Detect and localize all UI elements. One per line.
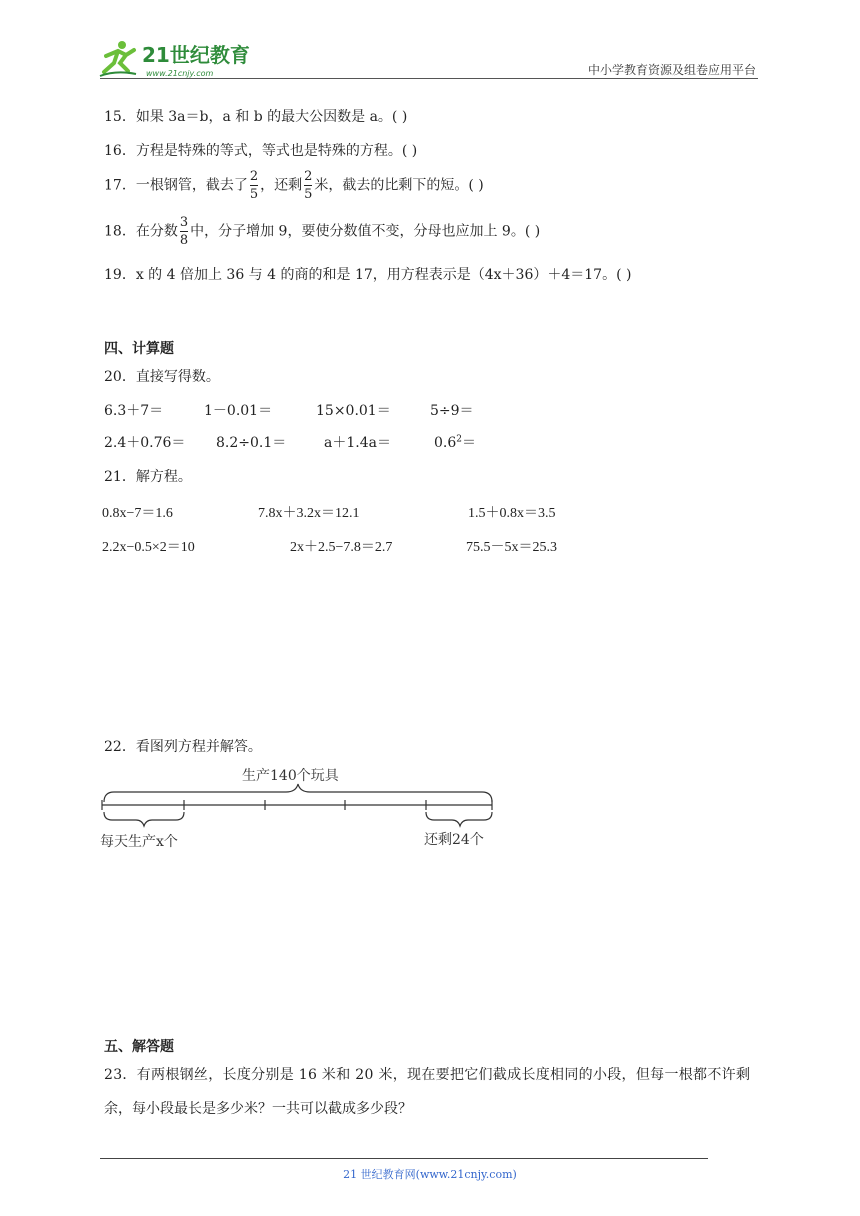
equation: 1.5＋0.8x＝3.5 (468, 506, 556, 521)
calc-item: 6.3＋7＝ (104, 403, 164, 419)
question-19: 19．x 的 4 倍加上 36 与 4 的商的和是 17，用方程表示是（4x＋36）＋4＝17。( ) (104, 267, 632, 283)
footer-divider (100, 1158, 708, 1159)
question-20: 20．直接写得数。 (104, 369, 220, 385)
question-21: 21．解方程。 (104, 469, 192, 485)
calc-item: 2.4＋0.76＝ (104, 435, 186, 451)
footer-text[interactable]: 21 世纪教育网(www.21cnjy.com) (343, 1168, 517, 1181)
q17-text-c: 米，截去的比剩下的短。( ) (314, 177, 484, 194)
runner-icon (100, 41, 136, 76)
question-15: 15．如果 3a＝b，a 和 b 的最大公因数是 a。( ) (104, 109, 408, 125)
bottom-right-brace (426, 812, 492, 826)
calc-item-square: $0.6^2=$ (434, 434, 476, 451)
calc-item: 1－0.01＝ (204, 403, 273, 419)
equation: 2.2x−0.5×2＝10 (102, 540, 195, 555)
calc-item: 5÷9＝ (430, 403, 474, 419)
logo-url: www.21cnjy.com (146, 69, 214, 78)
q17-text-b: ，还剩 (260, 177, 303, 194)
equation: 0.8x−7＝1.6 (102, 506, 173, 521)
question-22: 22．看图列方程并解答。 (104, 739, 262, 755)
diagram-bottom-right-label: 还剩24个 (424, 832, 484, 848)
equation: 7.8x＋3.2x＝12.1 (258, 506, 360, 521)
question-23-line-2: 余，每小段最长是多少米？一共可以截成多少段？ (104, 1101, 412, 1117)
diagram-bottom-left-label: 每天生产x个 (100, 834, 178, 850)
calc-item: a＋1.4a＝ (324, 435, 391, 451)
bottom-left-brace (104, 812, 184, 826)
section-5-title: 五、解答题 (104, 1039, 174, 1055)
q18-text-b: 中，分子增加 9，要使分数值不变，分母也应加上 9。( ) (190, 223, 541, 240)
logo-text: 21世纪教育 (142, 43, 250, 67)
calc-item: 15×0.01＝ (316, 403, 391, 419)
q17-text-a: 17．一根钢管，截去了 (104, 177, 248, 194)
top-brace (104, 784, 492, 802)
calc-item: 8.2÷0.1＝ (216, 435, 287, 451)
fraction-3-8: $\frac{3}{8}$ (179, 215, 189, 248)
question-18 (104, 216, 540, 247)
site-logo (96, 36, 266, 80)
question-16: 16．方程是特殊的等式，等式也是特殊的方程。( ) (104, 143, 418, 159)
header-divider (100, 78, 758, 79)
question-23-line-1: 23．有两根钢丝，长度分别是 16 米和 20 米，现在要把它们截成长度相同的小段，但每一根都不许剩 (104, 1067, 751, 1083)
fraction-2-5-remain: $\frac{2}{5}$ (304, 169, 313, 202)
diagram-top-label: 生产140个玩具 (242, 768, 339, 784)
equation: 2x＋2.5−7.8＝2.7 (290, 540, 393, 555)
equation: 75.5－5x＝25.3 (466, 540, 557, 555)
question-17 (104, 170, 484, 201)
q18-text-a: 18．在分数 (104, 223, 178, 240)
line-segment-diagram (96, 762, 506, 858)
fraction-2-5: $\frac{2}{5}$ (249, 169, 259, 202)
section-4-title: 四、计算题 (104, 341, 174, 357)
header-platform-text: 中小学教育资源及组卷应用平台 (587, 63, 756, 77)
